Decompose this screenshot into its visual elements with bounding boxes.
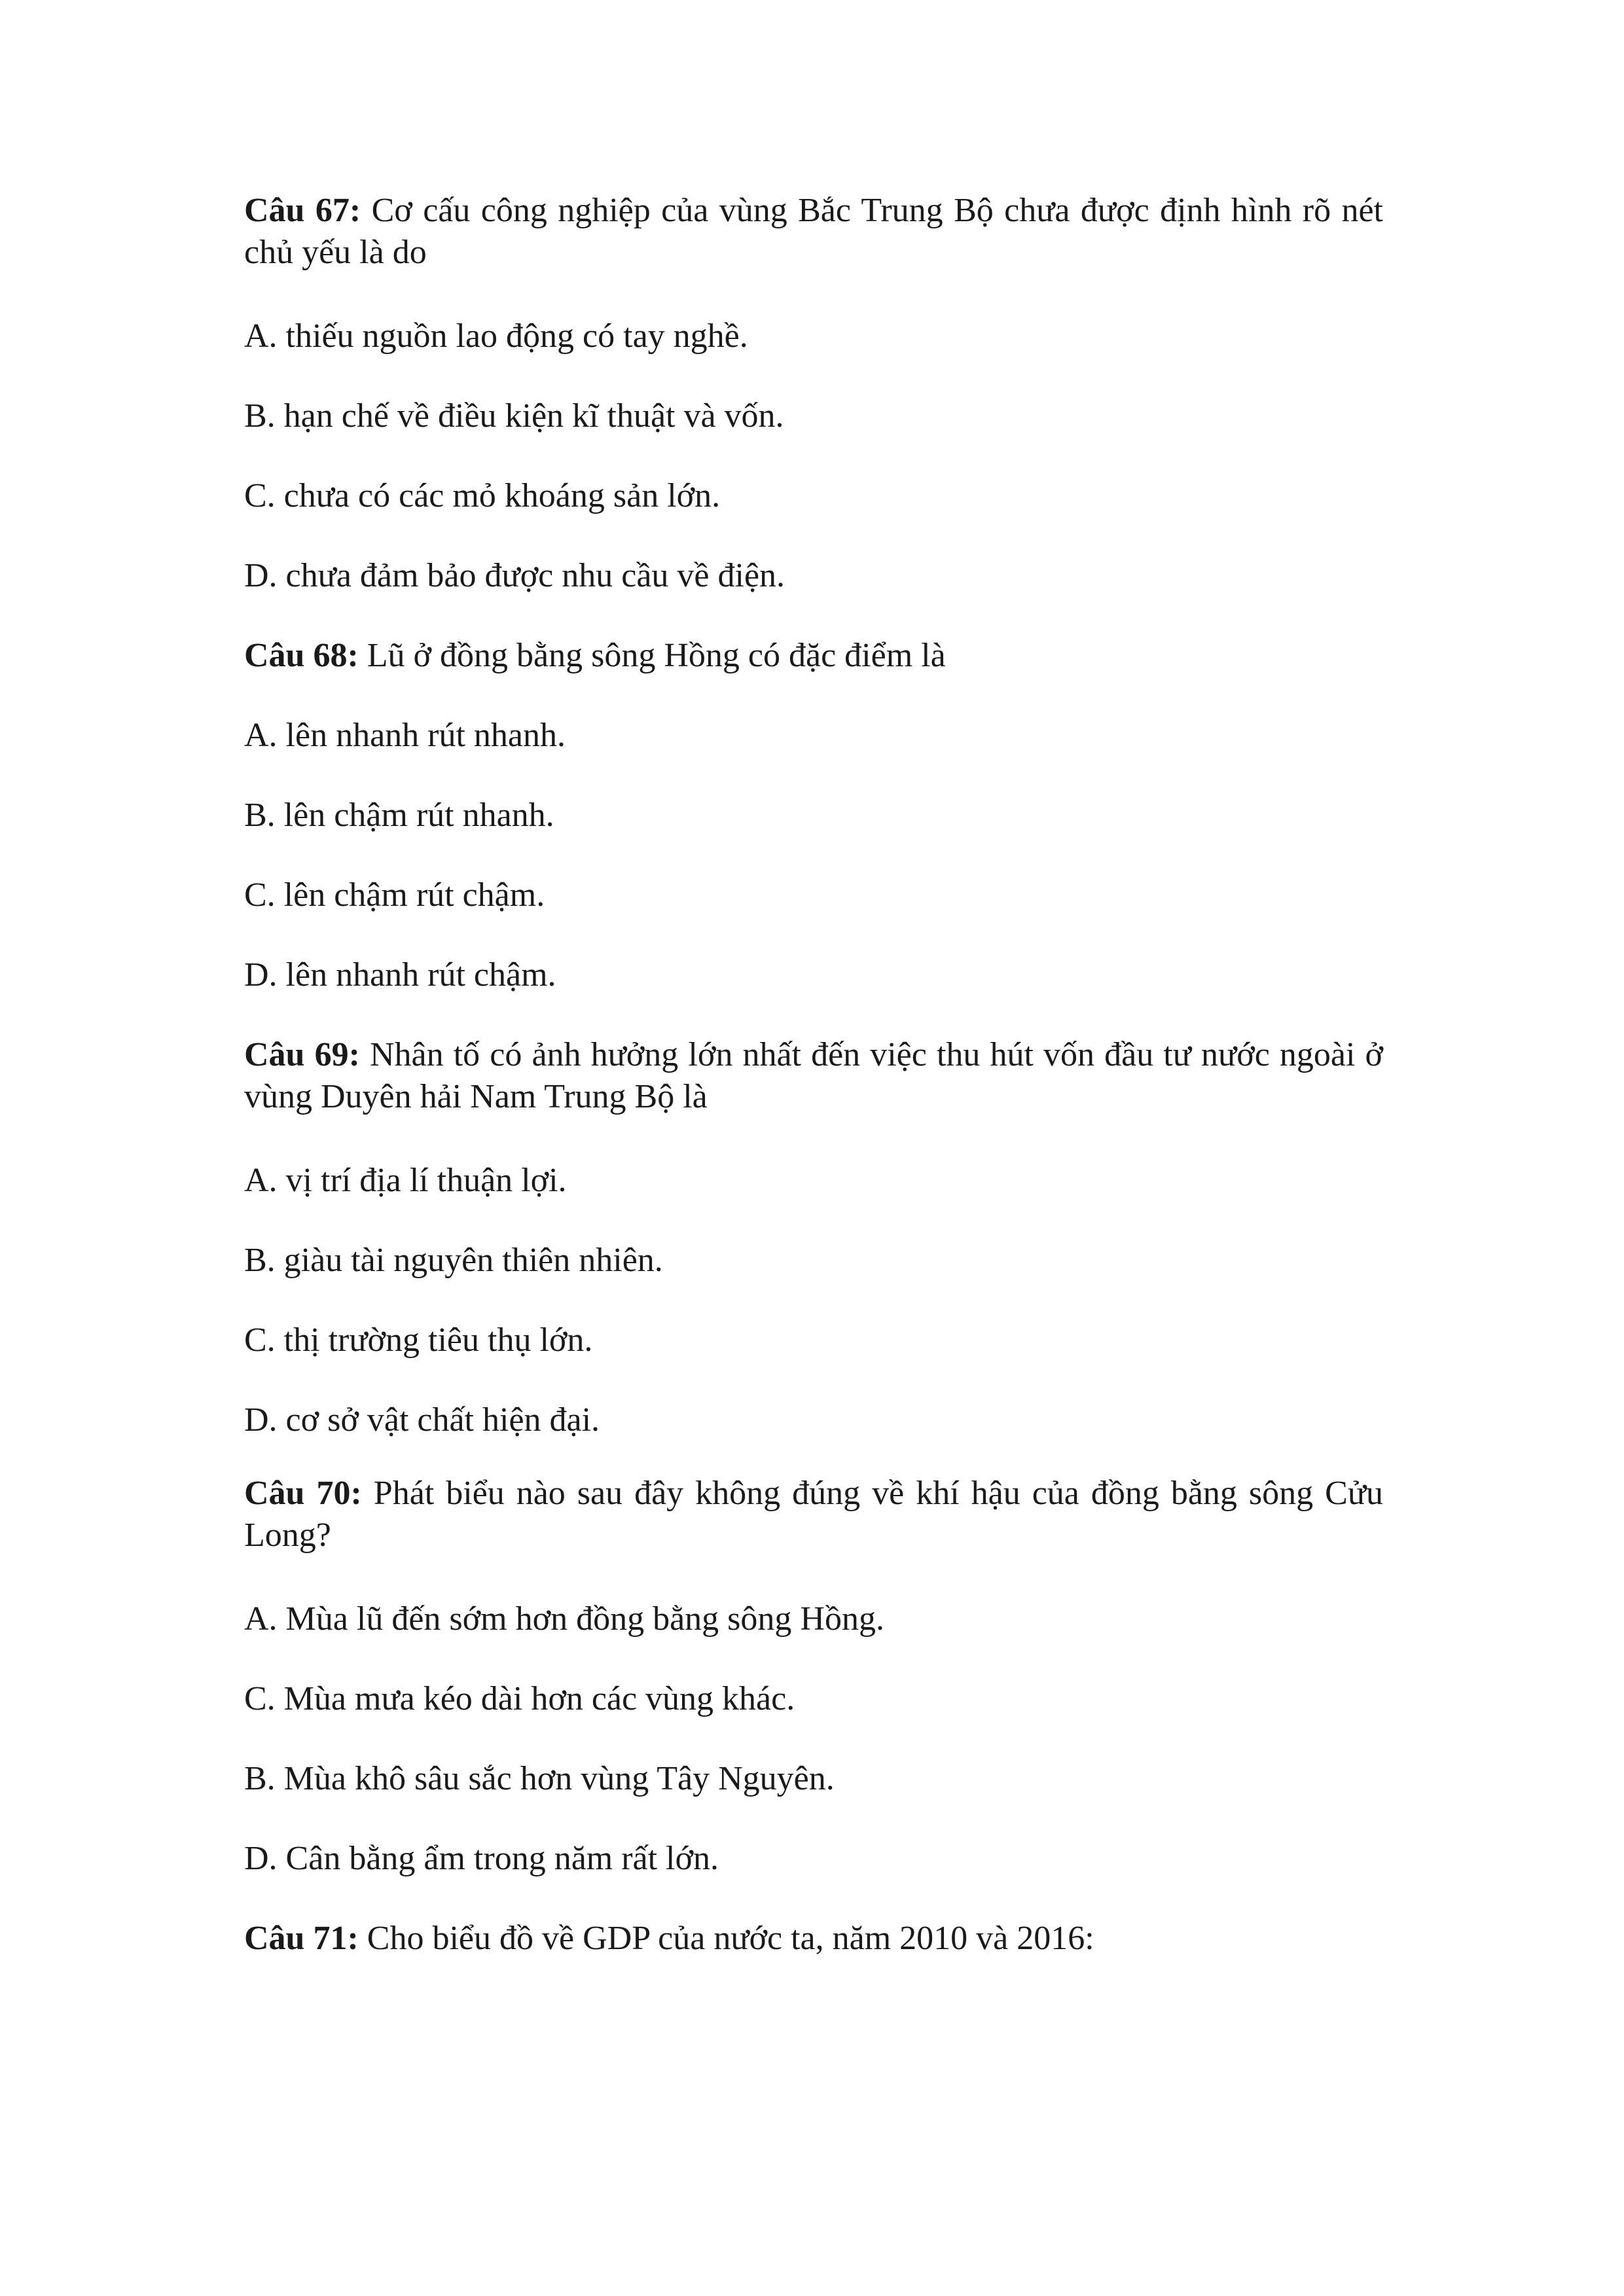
- question-70: [244, 1473, 1384, 1877]
- answer-option-c: C. chưa có các mỏ khoáng sản lớn.: [244, 477, 721, 514]
- answer-option-c: C. thị trường tiêu thụ lớn.: [244, 1321, 593, 1359]
- question-stem: [244, 190, 1383, 274]
- question-number: Câu 68:: [244, 637, 359, 674]
- answer-option-d: D. lên nhanh rút chậm.: [244, 956, 556, 994]
- answer-option-a: A. lên nhanh rút nhanh.: [244, 717, 566, 754]
- answer-option-c: C. Mùa mưa kéo dài hơn các vùng khác.: [244, 1680, 795, 1717]
- question-text: Phát biểu nào sau đây không đúng về khí hậu của đồng bằng sông Cửu Long?: [244, 1475, 1384, 1554]
- answer-option-b: B. giàu tài nguyên thiên nhiên.: [244, 1242, 663, 1279]
- question-number: Câu 69:: [244, 1036, 360, 1073]
- question-stem: [244, 1918, 1383, 1960]
- question-text: Cơ cấu công nghiệp của vùng Bắc Trung Bộ chưa được định hình rõ nét chủ yếu là do: [244, 192, 1384, 271]
- question-number: Câu 70:: [244, 1475, 362, 1512]
- answer-option-a: A. thiếu nguồn lao động có tay nghề.: [244, 317, 748, 355]
- question-68: [244, 635, 1383, 994]
- answer-option-a: A. vị trí địa lí thuận lợi.: [244, 1162, 567, 1199]
- question-71: [244, 1918, 1383, 1960]
- question-69: [244, 1034, 1384, 1439]
- question-text: Cho biểu đồ về GDP của nước ta, năm 2010 và 2016:: [367, 1920, 1094, 1957]
- answer-option-a: A. Mùa lũ đến sớm hơn đồng bằng sông Hồng.: [244, 1600, 884, 1638]
- answer-option-b: B. lên chậm rút nhanh.: [244, 797, 554, 834]
- question-stem: [244, 1034, 1383, 1118]
- question-text: Nhân tố có ảnh hưởng lớn nhất đến việc thu hút vốn đầu tư nước ngoài ở vùng Duyên hải Nam Trung Bộ là: [244, 1036, 1384, 1115]
- question-number: Câu 71:: [244, 1920, 359, 1957]
- question-stem: [244, 1473, 1383, 1556]
- answer-option-d: D. chưa đảm bảo được nhu cầu về điện.: [244, 557, 785, 594]
- answer-option-d: D. Cân bằng ẩm trong năm rất lớn.: [244, 1840, 719, 1877]
- answer-option-b: B. Mùa khô sâu sắc hơn vùng Tây Nguyên.: [244, 1760, 835, 1797]
- answer-option-d: D. cơ sở vật chất hiện đại.: [244, 1401, 600, 1439]
- answer-option-c: C. lên chậm rút chậm.: [244, 876, 545, 914]
- question-number: Câu 67:: [244, 192, 361, 229]
- question-text: Lũ ở đồng bằng sông Hồng có đặc điểm là: [367, 637, 946, 674]
- question-67: [244, 190, 1384, 594]
- answer-option-b: B. hạn chế về điều kiện kĩ thuật và vốn.: [244, 397, 784, 435]
- question-stem: [244, 635, 1383, 677]
